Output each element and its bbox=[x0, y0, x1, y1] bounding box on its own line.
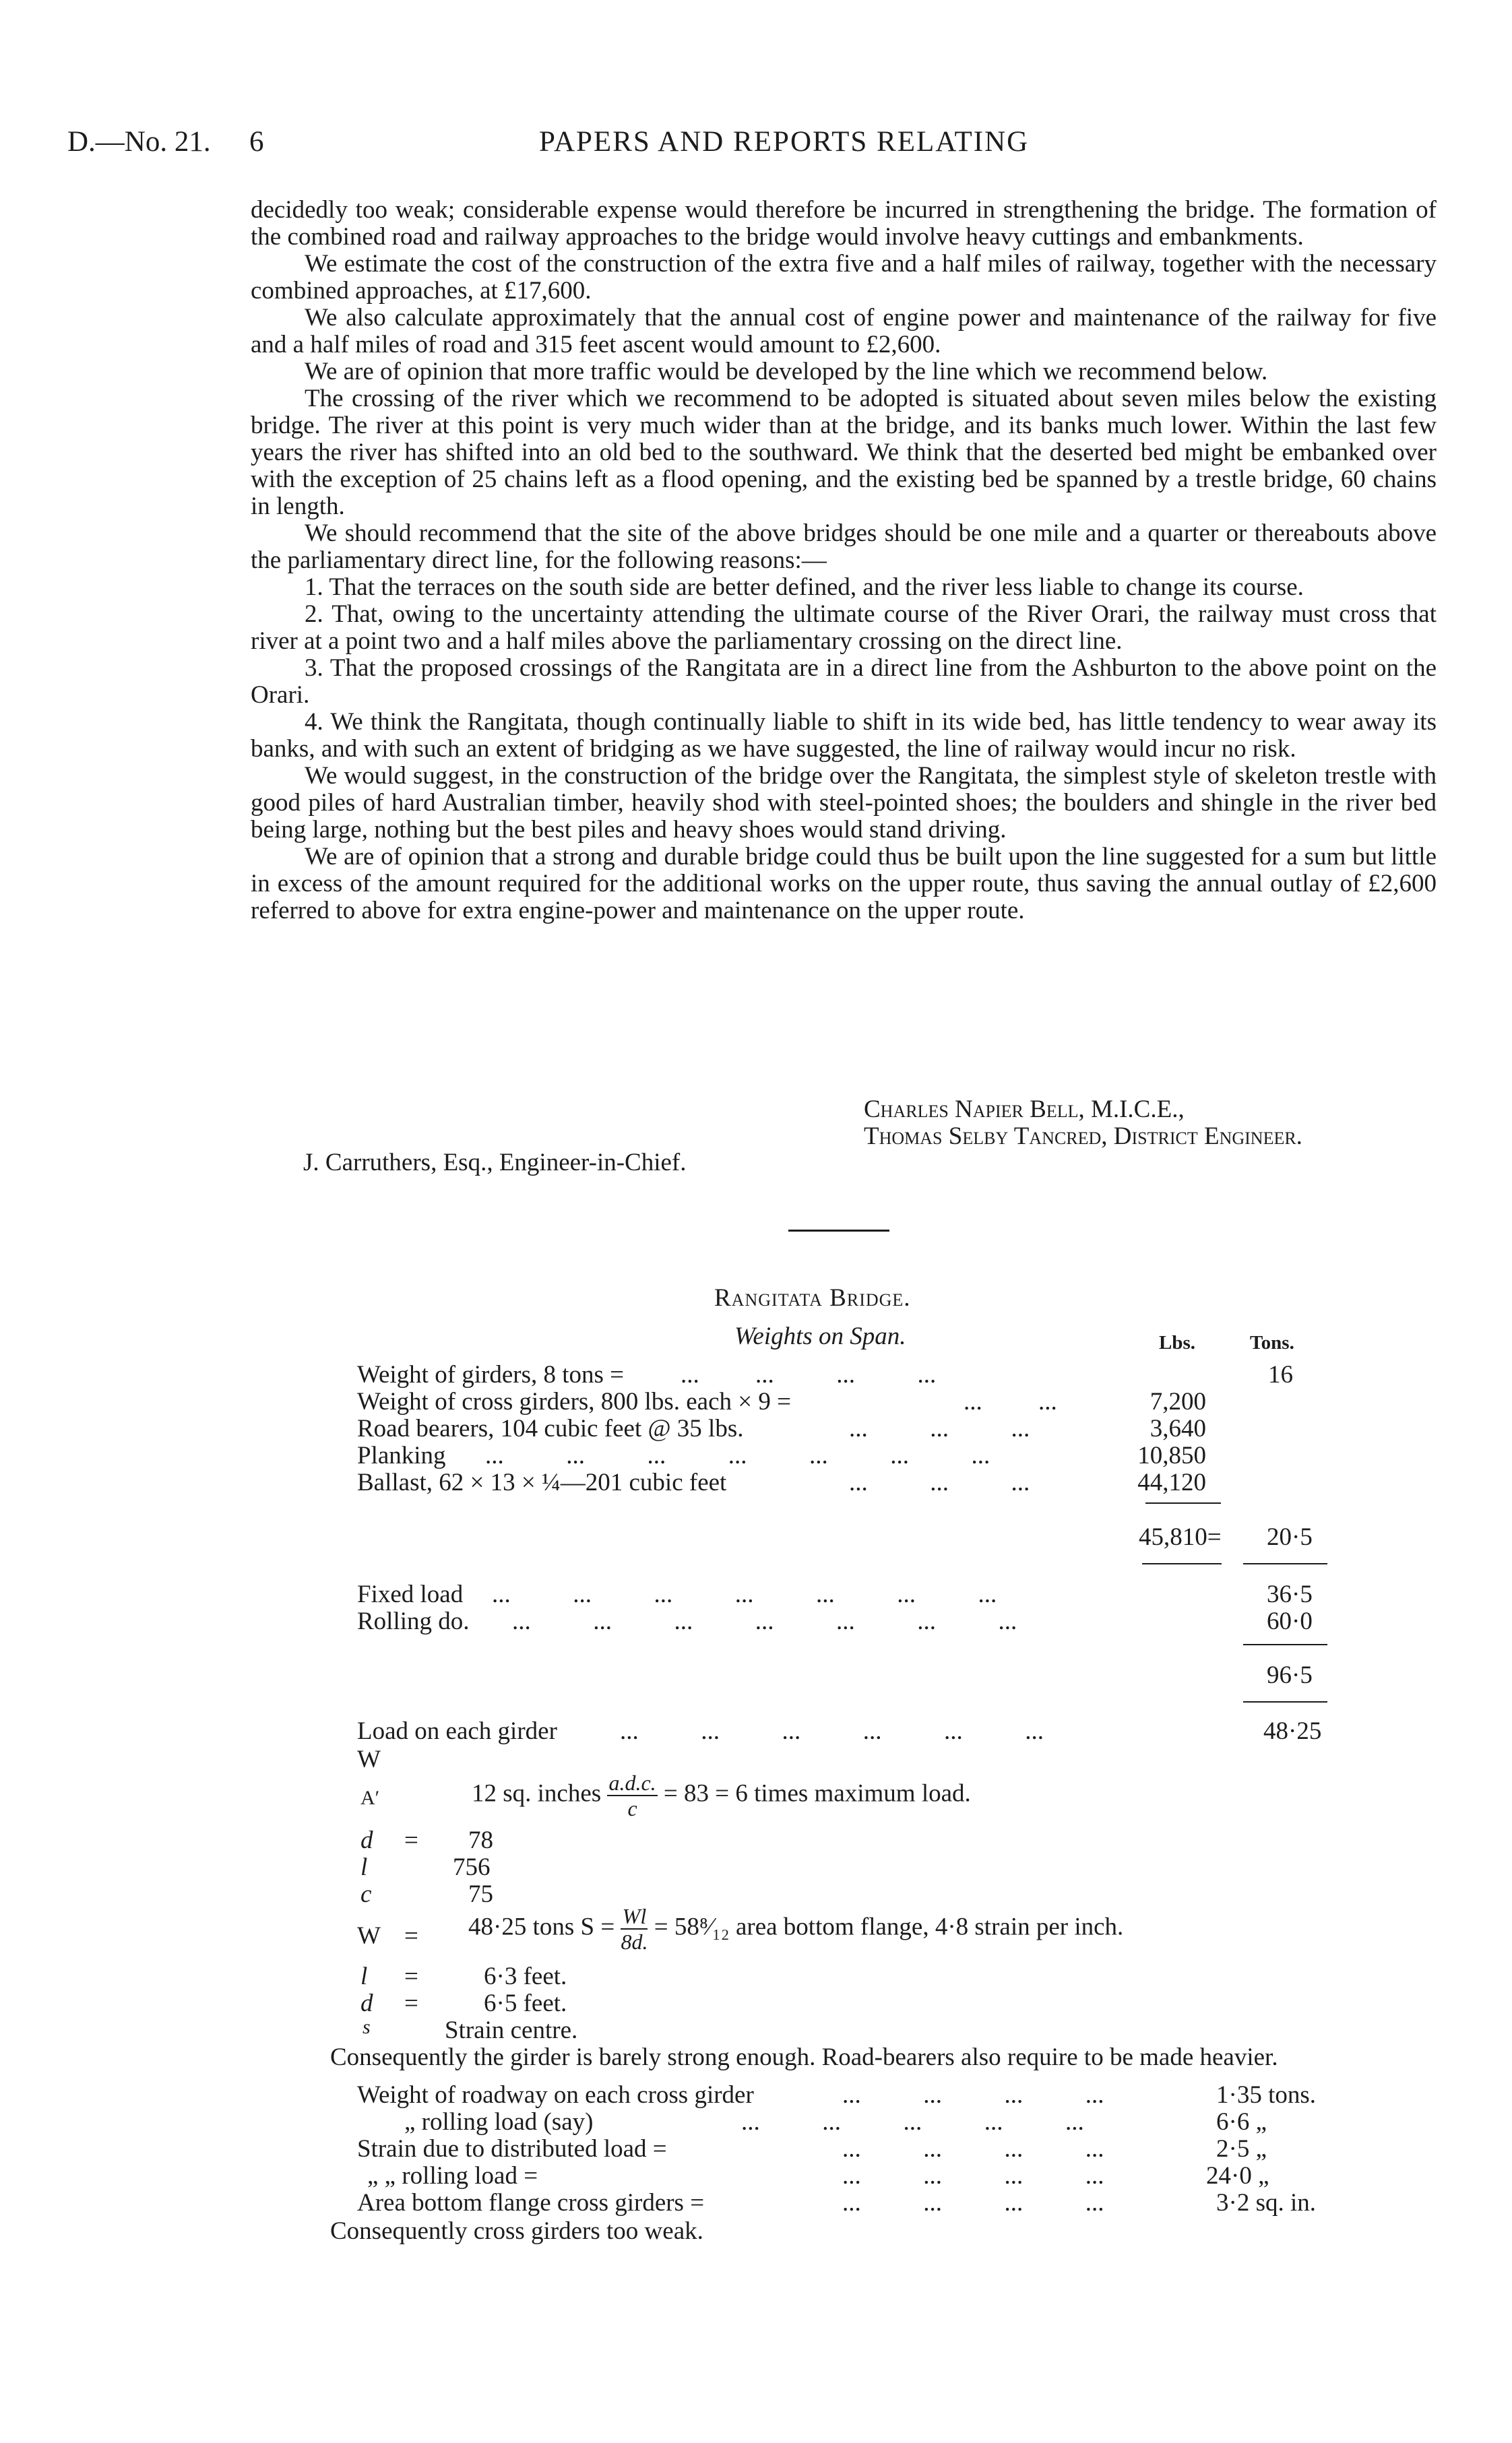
paragraph: 3. That the proposed crossings of the Rangitata are in a direct line from the Ashburton to the above point on the Orari. bbox=[251, 654, 1437, 709]
table-row-dots: ... ... ... bbox=[849, 1415, 1030, 1442]
roadway-row-label: Strain due to distributed load = bbox=[357, 2135, 667, 2163]
w-symbol: W bbox=[357, 1922, 381, 1950]
fixed-load-label: Fixed load bbox=[357, 1581, 464, 1608]
signature-bell: Charles Napier Bell, M.I.C.E., bbox=[864, 1096, 1185, 1123]
l-value: 756 bbox=[453, 1853, 491, 1881]
l2-value: 6·3 feet. bbox=[484, 1963, 567, 1990]
paragraph: 2. That, owing to the uncertainty attending the ultimate course of the River Orari, the railway must cross that river at a point two and a half miles above the parliamentary crossing on the direct line. bbox=[251, 600, 1437, 655]
rule bbox=[1243, 1701, 1327, 1703]
rule bbox=[1145, 1502, 1221, 1504]
table-row-dots: ... ... ... ... bbox=[842, 2162, 1104, 2190]
column-header-tons: Tons. bbox=[1250, 1332, 1294, 1354]
table-row-lbs: 10,850 bbox=[1137, 1442, 1206, 1469]
w-denominator: 8d. bbox=[621, 1930, 648, 1954]
column-header-lbs: Lbs. bbox=[1159, 1332, 1196, 1354]
sum-tons: 96·5 bbox=[1267, 1661, 1313, 1689]
w-text-2: = 58⁸⁄₁₂ area bottom flange, 4·8 strain per inch. bbox=[654, 1913, 1124, 1941]
a-text-2: = 83 = 6 times maximum load. bbox=[663, 1779, 971, 1808]
table-subtitle: Weights on Span. bbox=[734, 1323, 906, 1350]
girder-load-label: Load on each girder bbox=[357, 1717, 557, 1745]
fixed-load-tons: 36·5 bbox=[1267, 1581, 1313, 1608]
a-numerator: a.d.c. bbox=[608, 1771, 656, 1795]
d2-symbol: d bbox=[360, 1990, 373, 2017]
w-equation bbox=[468, 1905, 1123, 1953]
table-row-dots: ... ... ... ... bbox=[681, 1361, 937, 1389]
girder-load-tons: 48·25 bbox=[1263, 1717, 1322, 1745]
page-title: PAPERS AND REPORTS RELATING bbox=[539, 126, 1030, 158]
paragraph: decidedly too weak; considerable expense would therefore be incurred in strengthening the bridge. The formation of the combined road and railway approaches to the bridge would involve heavy cuttings and embankments. bbox=[251, 196, 1437, 251]
d-equals: = bbox=[404, 1827, 418, 1854]
page-ref: D.—No. 21. bbox=[67, 126, 211, 158]
table-row-dots: ... ... ... ... ... ... ... bbox=[485, 1442, 990, 1469]
table-row-label: Weight of cross girders, 800 lbs. each × 9 = bbox=[357, 1388, 791, 1416]
table-row-dots: ... ... ... ... ... ... bbox=[620, 1717, 1044, 1745]
signature-tancred: Thomas Selby Tancred, District Engineer. bbox=[864, 1122, 1302, 1150]
a-denominator: c bbox=[627, 1796, 637, 1820]
d-value: 78 bbox=[468, 1827, 493, 1854]
table-row-tons: 16 bbox=[1268, 1361, 1293, 1389]
rolling-load-tons: 60·0 bbox=[1267, 1608, 1313, 1635]
roadway-row-value: 2·5 „ bbox=[1216, 2135, 1267, 2163]
roadway-row-label: „ rolling load (say) bbox=[404, 2108, 594, 2136]
rule bbox=[1243, 1644, 1327, 1645]
s-symbol: s bbox=[363, 2016, 371, 2038]
rule bbox=[1243, 1563, 1327, 1564]
l2-symbol: l bbox=[360, 1963, 368, 1990]
d2-equals: = bbox=[404, 1990, 418, 2017]
roadway-row-value: 3·2 sq. in. bbox=[1216, 2189, 1316, 2217]
table-row-dots: ... ... ... ... bbox=[842, 2189, 1104, 2217]
table-row-label: Road bearers, 104 cubic feet @ 35 lbs. bbox=[357, 1415, 744, 1442]
a-equation bbox=[472, 1772, 971, 1819]
total-lbs: 45,810= bbox=[1139, 1523, 1222, 1551]
page-number: 6 bbox=[249, 126, 264, 158]
roadway-row-label: „ „ rolling load = bbox=[367, 2162, 538, 2190]
roadway-row-label: Area bottom flange cross girders = bbox=[357, 2189, 705, 2217]
a-text-1: 12 sq. inches bbox=[472, 1779, 602, 1808]
body-text bbox=[251, 197, 1437, 924]
paragraph: We are of opinion that a strong and durable bridge could thus be built upon the line suggested for a sum but little in excess of the amount required for the additional works on the upper route, thus saving the annual outlay of £2,600 referred to above for extra engine-power and maintenance on the upper route. bbox=[251, 843, 1437, 924]
w-numerator: Wl bbox=[621, 1905, 648, 1930]
paragraph: We estimate the cost of the construction of the extra five and a half miles of railway, together with the necessary combined approaches, at £17,600. bbox=[251, 250, 1437, 305]
l-symbol: l bbox=[360, 1853, 368, 1881]
table-row-dots: ... ... bbox=[964, 1388, 1057, 1416]
paragraph: We would suggest, in the construction of the bridge over the Rangitata, the simplest style of skeleton trestle with good piles of hard Australian timber, heavily shod with steel-pointed shoes; the boulders and shingle in the river bed being large, nothing but the best piles and heavy shoes would stand driving. bbox=[251, 762, 1437, 844]
table-row-label: Weight of girders, 8 tons = bbox=[357, 1361, 625, 1389]
roadway-row-label: Weight of roadway on each cross girder bbox=[357, 2081, 754, 2109]
w-text-1: 48·25 tons S = bbox=[468, 1913, 615, 1941]
w-label: W bbox=[357, 1746, 381, 1773]
c-value: 75 bbox=[468, 1880, 493, 1908]
table-row-lbs: 3,640 bbox=[1149, 1415, 1206, 1442]
w-equals: = bbox=[404, 1922, 418, 1950]
table-row-label: Ballast, 62 × 13 × ¼—201 cubic feet bbox=[357, 1469, 727, 1496]
table-row-dots: ... ... ... ... ... ... ... bbox=[512, 1608, 1017, 1635]
rolling-load-label: Rolling do. bbox=[357, 1608, 470, 1635]
table-row-dots: ... ... ... ... ... ... ... bbox=[492, 1581, 997, 1608]
paragraph: We should recommend that the site of the above bridges should be one mile and a quarter or thereabouts above the parliamentary direct line, for the following reasons:— bbox=[251, 519, 1437, 574]
paragraph: 1. That the terraces on the south side are better defined, and the river less liable to change its course. bbox=[305, 573, 1304, 601]
paragraph: 4. We think the Rangitata, though continually liable to shift in its wide bed, has little tendency to wear away its banks, and with such an extent of bridging as we have suggested, the line of railway would incur no risk. bbox=[251, 708, 1437, 763]
table-title: Rangitata Bridge. bbox=[714, 1284, 911, 1312]
roadway-row-value: 6·6 „ bbox=[1216, 2108, 1267, 2136]
table-row-dots: ... ... ... bbox=[849, 1469, 1030, 1496]
s-value: Strain centre. bbox=[445, 2017, 578, 2044]
table-row-dots: ... ... ... ... ... bbox=[741, 2108, 1084, 2136]
table-row-lbs: 7,200 bbox=[1149, 1388, 1206, 1416]
roadway-row-value: 1·35 tons. bbox=[1216, 2081, 1316, 2109]
cross-girder-conclusion: Consequently cross girders too weak. bbox=[330, 2217, 703, 2245]
girder-conclusion: Consequently the girder is barely strong enough. Road-bearers also require to be made heavier. bbox=[330, 2043, 1278, 2071]
total-tons: 20·5 bbox=[1267, 1523, 1313, 1551]
roadway-row-value: 24·0 „ bbox=[1206, 2162, 1269, 2190]
a-symbol: A′ bbox=[360, 1787, 380, 1809]
paragraph: We are of opinion that more traffic would be developed by the line which we recommend below. bbox=[305, 358, 1268, 385]
table-row-dots: ... ... ... ... bbox=[842, 2135, 1104, 2163]
table-row-label: Planking bbox=[357, 1442, 446, 1469]
rule bbox=[1142, 1563, 1222, 1564]
l2-equals: = bbox=[404, 1963, 418, 1990]
addressee: J. Carruthers, Esq., Engineer-in-Chief. bbox=[303, 1149, 687, 1176]
d-symbol: d bbox=[360, 1827, 373, 1854]
w-fraction bbox=[621, 1905, 648, 1953]
paragraph: The crossing of the river which we recommend to be adopted is situated about seven miles below the existing bridge. The river at this point is very much wider than at the bridge, and its banks much lower. Within the last few years the river has shifted into an old bed to the southward. We think that the deserted bed might be embanked over with the exception of 25 chains left as a flood opening, and the existing bed be spanned by a trestle bridge, 60 chains in length. bbox=[251, 385, 1437, 520]
table-row-lbs: 44,120 bbox=[1137, 1469, 1206, 1496]
a-fraction bbox=[607, 1772, 657, 1819]
table-row-dots: ... ... ... ... bbox=[842, 2081, 1104, 2109]
d2-value: 6·5 feet. bbox=[484, 1990, 567, 2017]
c-symbol: c bbox=[360, 1880, 372, 1908]
section-divider bbox=[788, 1230, 889, 1232]
paragraph: We also calculate approximately that the annual cost of engine power and maintenance of the railway for five and a half miles of road and 315 feet ascent would amount to £2,600. bbox=[251, 304, 1437, 358]
